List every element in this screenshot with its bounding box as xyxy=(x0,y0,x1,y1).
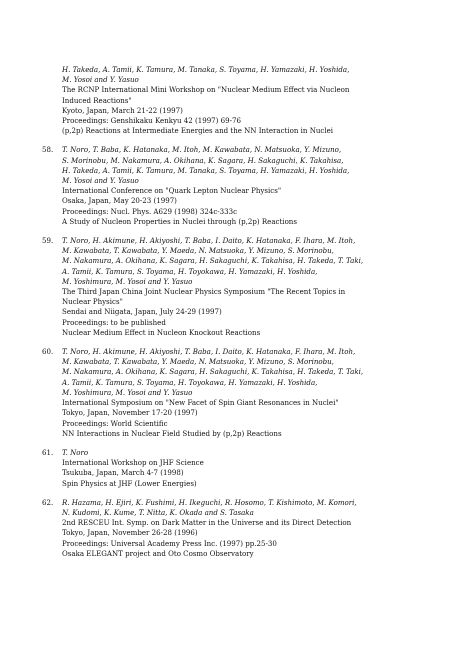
detail-line: NN Interactions in Nuclear Field Studied by (p,2p) Reactions xyxy=(62,428,282,438)
author-line: M. Yosoi and Y. Yasuo xyxy=(62,75,139,85)
detail-line: Nuclear Medium Effect in Nucleon Knockout Reactions xyxy=(62,327,261,337)
detail-line: The RCNP International Mini Workshop on "Nuclear Medium Effect via Nucleon xyxy=(62,85,350,95)
detail-line: Kyoto, Japan, March 21-22 (1997) xyxy=(62,105,183,115)
author-line: A. Tamii, K. Tamura, S. Toyama, H. Toyokawa, H. Yamazaki, H. Yoshida, xyxy=(62,266,318,276)
reference-number: 62. xyxy=(42,497,54,507)
reference-entry xyxy=(42,447,454,489)
reference-number: 61. xyxy=(42,447,54,457)
author-line: N. Kudomi, K. Kume, T. Nitta, K. Okada and S. Tasaka xyxy=(62,507,254,517)
author-line: R. Hazama, H. Ejiri, K. Fushimi, H. Ikeguchi, R. Hosomo, T. Kishimoto, M. Komori, xyxy=(62,497,357,507)
detail-line: Nuclear Physics" xyxy=(62,297,123,307)
author-line: T. Noro, H. Akimune, H. Akiyoshi, T. Baba, I. Daito, K. Hatanaka, F. Ihara, M. Itoh, xyxy=(62,347,356,357)
detail-line: Proceedings: Universal Academy Press Inc. (1997) pp.25-30 xyxy=(62,538,277,548)
detail-line: Tokyo, Japan, November 17-20 (1997) xyxy=(62,408,198,418)
reference-entry xyxy=(42,236,454,338)
detail-line: International Conference on "Quark Lepton Nuclear Physics" xyxy=(62,186,282,196)
author-line: M. Yosoi and Y. Yasuo xyxy=(62,176,139,186)
author-line: T. Noro xyxy=(62,447,89,457)
author-line: H. Takeda, A. Tamii, K. Tamura, M. Tanaka, S. Toyama, H. Yamazaki, H. Yoshida, xyxy=(62,65,350,74)
reference-entry xyxy=(42,497,454,559)
author-line: M. Kawabata, T. Kawabata, Y. Maeda, N. Matsuoka, Y. Mizuno, S. Morinobu, xyxy=(62,246,334,256)
detail-line: Proceedings: to be published xyxy=(62,317,166,327)
detail-line: Osaka, Japan, May 20-23 (1997) xyxy=(62,196,177,206)
detail-line: The Third Japan China Joint Nuclear Physics Symposium "The Recent Topics in xyxy=(62,287,346,297)
detail-line: Tokyo, Japan, November 26-28 (1996) xyxy=(62,528,198,538)
author-line: M. Yoshimura, M. Yosoi and Y. Yasuo xyxy=(62,276,193,286)
reference-entry xyxy=(42,145,454,227)
author-line: T. Noro, T. Baba, K. Hatanaka, M. Itoh, M. Kawabata, N. Matsuoka, Y. Mizuno, xyxy=(62,145,342,155)
author-line: H. Takeda, A. Tamii, K. Tamura, M. Tanaka, S. Toyama, H. Yamazaki, H. Yoshida, xyxy=(62,165,350,175)
detail-line: Proceedings: Genshikaku Kenkyu 42 (1997) 69-76 xyxy=(62,116,241,126)
author-line: A. Tamii, K. Tamura, S. Toyama, H. Toyokawa, H. Yamazaki, H. Yoshida, xyxy=(62,377,318,387)
detail-line: 2nd RESCEU Int. Symp. on Dark Matter in the Universe and its Direct Detection xyxy=(62,518,352,528)
reference-number: 60. xyxy=(42,347,54,357)
reference-list xyxy=(42,65,454,568)
detail-line: Proceedings: World Scientific xyxy=(62,418,168,428)
reference-entry xyxy=(62,65,454,136)
author-line: S. Morinobu, M. Nakamura, A. Okihana, K. Sagara, H. Sakaguchi, K. Takahisa, xyxy=(62,155,344,165)
reference-entry xyxy=(42,347,454,439)
detail-line: Proceedings: Nucl. Phys. A629 (1998) 324c-333c xyxy=(62,206,238,216)
author-line: M. Nakamura, A. Okihana, K. Sagara, H. Sakaguchi, K. Takahisa, H. Takeda, T. Taki, xyxy=(62,256,364,266)
author-line: M. Kawabata, T. Kawabata, Y. Maeda, N. Matsuoka, Y. Mizuno, S. Morinobu, xyxy=(62,357,334,367)
detail-line: International Workshop on JHF Science xyxy=(62,458,204,468)
detail-line: (p,2p) Reactions at Intermediate Energies and the NN Interaction in Nuclei xyxy=(62,126,334,136)
detail-line: Induced Reactions" xyxy=(62,95,132,105)
author-line: M. Yoshimura, M. Yosoi and Y. Yasuo xyxy=(62,387,193,397)
reference-number: 58. xyxy=(42,145,54,155)
detail-line: Tsukuba, Japan, March 4-7 (1998) xyxy=(62,468,184,478)
detail-line: Osaka ELEGANT project and Oto Cosmo Observatory xyxy=(62,548,254,558)
author-line: T. Noro, H. Akimune, H. Akiyoshi, T. Baba, I. Daito, K. Hatanaka, F. Ihara, M. Itoh, xyxy=(62,236,356,246)
detail-line: Sendai and Niigata, Japan, July 24-29 (1997) xyxy=(62,307,222,317)
detail-line: International Symposium on "New Facet of Spin Giant Resonances in Nuclei" xyxy=(62,398,339,408)
detail-line: A Study of Nucleon Properties in Nuclei through (p,2p) Reactions xyxy=(62,216,297,226)
reference-number: 59. xyxy=(42,236,54,246)
author-line: M. Nakamura, A. Okihana, K. Sagara, H. Sakaguchi, K. Takahisa, H. Takeda, T. Taki, xyxy=(62,367,364,377)
detail-line: Spin Physics at JHF (Lower Energies) xyxy=(62,478,197,488)
